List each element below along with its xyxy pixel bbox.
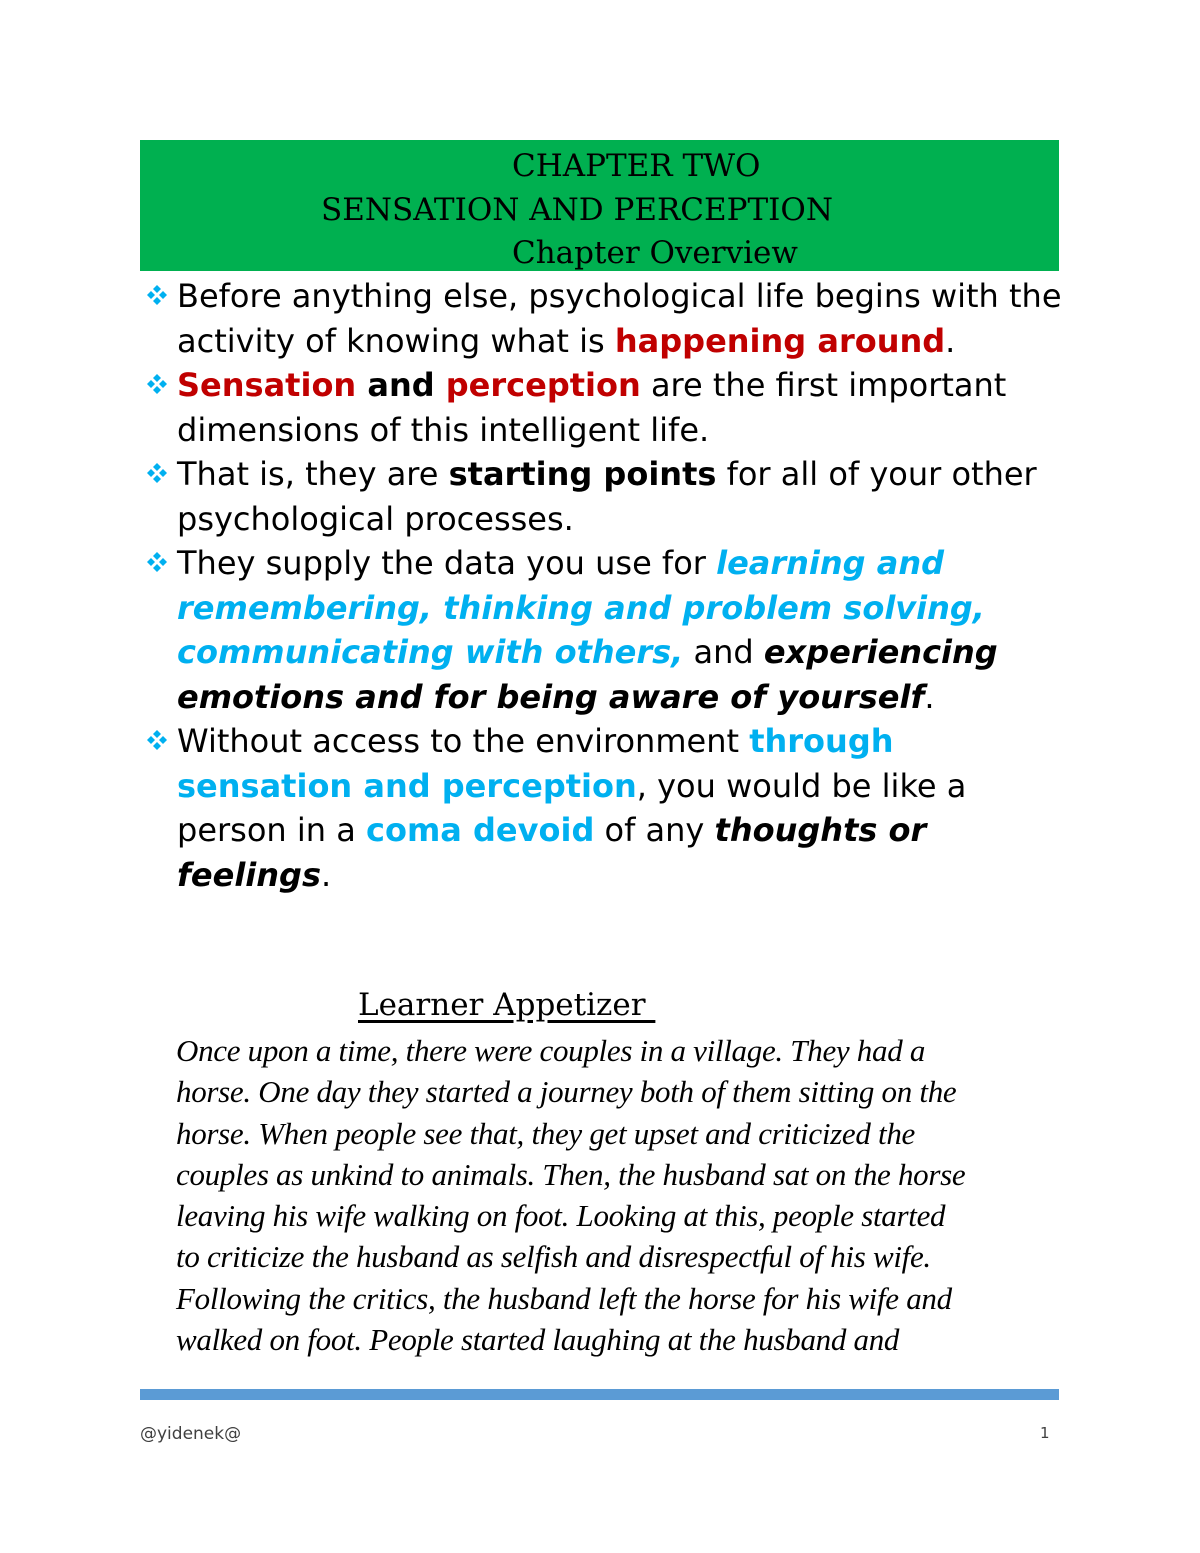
bullet-item: [140, 274, 1070, 363]
story-line: horse. When people see that, they get upset and criticized the: [176, 1115, 915, 1151]
bullet-item: [140, 452, 1070, 541]
diamond-bullet-icon: [141, 551, 173, 575]
bullet-item: [140, 541, 1070, 719]
story-line: Once upon a time, there were couples in a village. They had a: [176, 1033, 926, 1068]
footer-divider: [140, 1389, 1059, 1400]
appetizer-story: [176, 1030, 1066, 1360]
story-line: walked on foot. People started laughing at the husband and: [176, 1322, 900, 1358]
bullet-emphasis-bold-italic: experiencing emotions and for being aware of yourself: [177, 633, 998, 716]
page-number: 1: [1040, 1424, 1050, 1442]
bullet-emphasis-bold-italic: thoughts or feelings: [177, 811, 927, 894]
footer-author: @yidenek@: [140, 1424, 242, 1444]
bullet-text: Before anything else, psychological life begins with the activity of knowing what is: [177, 277, 1062, 360]
bullet-text: .: [945, 321, 956, 360]
bullet-emphasis-red: happening around: [614, 321, 946, 360]
bullet-text: Without access to the environment: [177, 722, 750, 760]
bullet-item: [140, 719, 1070, 897]
bullet-text: and: [683, 633, 764, 671]
bullet-emphasis-blue: learning and remembering, thinking and problem solving, communicating with others,: [177, 544, 985, 671]
diamond-bullet-icon: [141, 373, 173, 397]
diamond-bullet-icon: [141, 729, 173, 753]
story-line: to criticize the husband as selfish and disrespectful of his wife.: [176, 1239, 931, 1275]
bullet-item: [140, 363, 1070, 452]
chapter-number: CHAPTER TWO: [512, 148, 761, 184]
bullet-text: , you would be like a person in a: [177, 766, 967, 849]
story-line: leaving his wife walking on foot. Looking at this, people started: [176, 1198, 946, 1234]
bullet-emphasis-bold: starting points: [448, 455, 717, 493]
overview-bullet-list: [140, 274, 1070, 897]
bullet-text: .: [924, 677, 935, 716]
diamond-bullet-icon: [141, 284, 173, 308]
bullet-text: are the first important dimensions of this intelligent life.: [177, 366, 1007, 449]
chapter-header-band: [140, 140, 1059, 271]
bullet-emphasis-bold: and: [356, 366, 446, 404]
bullet-text: of any: [594, 811, 715, 849]
bullet-text: That is, they are: [177, 455, 449, 493]
bullet-emphasis-blue: coma devoid: [365, 811, 595, 849]
bullet-text: for all of your other psychological processes.: [177, 455, 1037, 538]
bullet-emphasis-blue: through sensation and perception: [177, 722, 894, 805]
bullet-text: They supply the data you use for: [177, 544, 717, 582]
bullet-emphasis-red: perception: [445, 366, 641, 404]
story-line: Following the critics, the husband left the horse for his wife and: [176, 1280, 952, 1316]
learner-appetizer-heading: Learner Appetizer: [358, 987, 656, 1023]
bullet-emphasis-red: Sensation: [177, 366, 357, 404]
chapter-overview-heading: Chapter Overview: [512, 235, 798, 271]
story-line: couples as unkind to animals. Then, the husband sat on the horse: [176, 1156, 966, 1192]
diamond-bullet-icon: [141, 462, 173, 486]
bullet-text: .: [321, 855, 332, 894]
story-line: horse. One day they started a journey both of them sitting on the: [176, 1074, 957, 1110]
chapter-title: SENSATION AND PERCEPTION: [321, 192, 833, 228]
